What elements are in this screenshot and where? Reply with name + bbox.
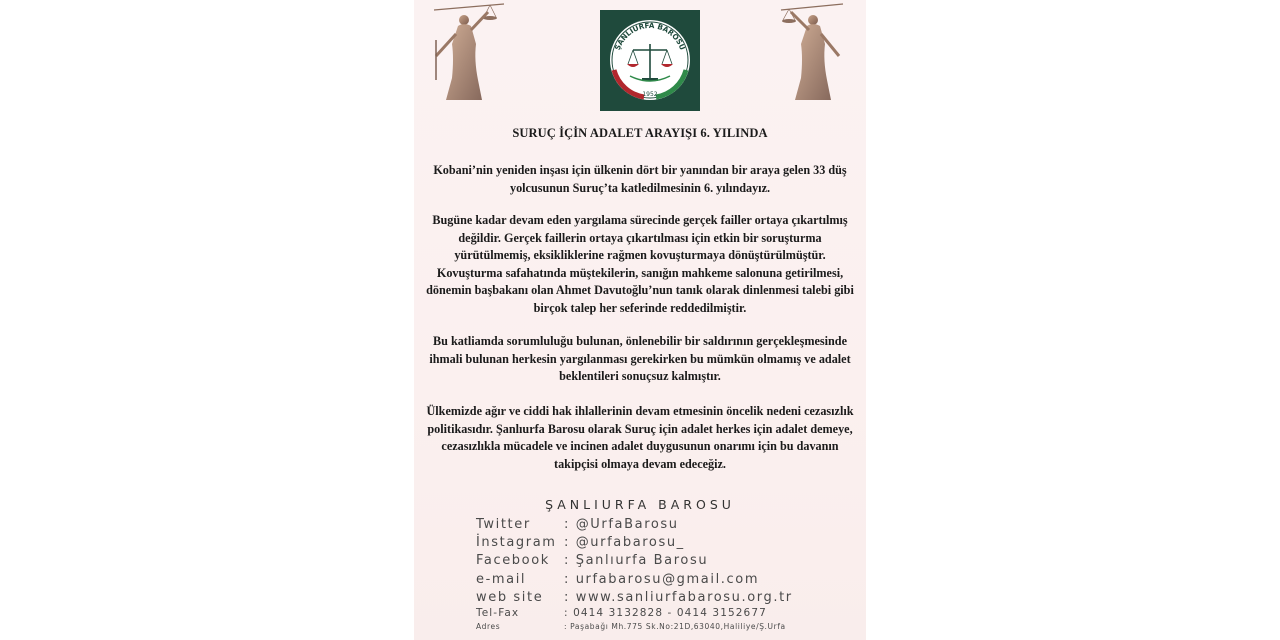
page-title: SURUÇ İÇİN ADALET ARAYIŞI 6. YILINDA	[512, 126, 768, 140]
bar-association-logo	[600, 10, 700, 111]
contact-label: Twitter	[476, 517, 531, 532]
scales-of-justice-icon	[600, 10, 700, 111]
contact-label: Adres	[476, 622, 501, 631]
contact-address	[476, 622, 786, 631]
contact-value: : urfabarosu@gmail.com	[564, 572, 760, 587]
contact-twitter	[476, 517, 679, 532]
contact-label: Tel-Fax	[476, 607, 520, 619]
paragraph-1: Kobani’nin yeniden inşası için ülkenin dört bir yanından bir araya gelen 33 düş yolcusunun Suruç’ta katledilmesinin 6. yılındayız.	[433, 163, 847, 195]
paragraph-3: Bu katliamda sorumluluğu bulunan, önlenebilir bir saldırının gerçekleşmesinde ihmali bulunan herkesin yargılanması gerekirken bu mümkün olmamış ve adalet beklentileri sonuçsuz kalmıştır.	[429, 334, 851, 384]
contact-website	[476, 590, 793, 605]
contact-value: : Paşabağı Mh.775 Sk.No:21D,63040,Haliliye/Ş.Urfa	[564, 622, 786, 631]
contact-value: : @UrfaBarosu	[564, 517, 679, 532]
contact-value: : Şanlıurfa Barosu	[564, 553, 709, 568]
press-release-page	[414, 0, 866, 640]
contact-label: e-mail	[476, 572, 527, 587]
lady-justice-statue-left	[416, 0, 508, 106]
contact-label: web site	[476, 590, 544, 605]
contact-value: : www.sanliurfabarosu.org.tr	[564, 590, 793, 605]
contact-facebook	[476, 553, 708, 568]
signature: ŞANLIURFA BAROSU	[545, 497, 735, 512]
paragraph-4: Ülkemizde ağır ve ciddi hak ihlallerinin devam etmesinin öncelik nedeni cezasızlık politikasıdır. Şanlıurfa Barosu olarak Suruç için adalet herkes için adalet demeye, cezasızlıkla mücadele ve incinen adalet duygusunun onarımı için bu davanın takipçisi olmaya devam edeceğiz.	[426, 404, 854, 471]
contact-value: : 0414 3132828 - 0414 3152677	[564, 607, 767, 619]
contact-telfax	[476, 607, 767, 619]
paragraph-2: Bugüne kadar devam eden yargılama sürecinde gerçek failler ortaya çıkartılmış değildir. Gerçek faillerin ortaya çıkartılması için etkin bir soruşturma yürütülmemiş, eksikliklerine rağmen kovuşturmaya dönüştürülmüştür. Kovuşturma safahatında müştekilerin, sanığın mahkeme salonuna getirilmesi, dönemin başbakanı olan Ahmet Davutoğlu’nun tanık olarak dinlenmesi talebi gibi birçok talep her seferinde reddedilmiştir.	[426, 213, 854, 315]
lady-justice-statue-right	[763, 0, 855, 106]
svg-text:ŞANLIURFA BAROSU: ŞANLIURFA BAROSU	[612, 20, 688, 52]
contact-label: İnstagram	[476, 535, 557, 550]
contact-label: Facebook	[476, 553, 550, 568]
contact-value: : @urfabarosu_	[564, 535, 685, 550]
contact-email	[476, 572, 759, 587]
contact-instagram	[476, 535, 685, 550]
svg-text:1952: 1952	[642, 91, 658, 98]
